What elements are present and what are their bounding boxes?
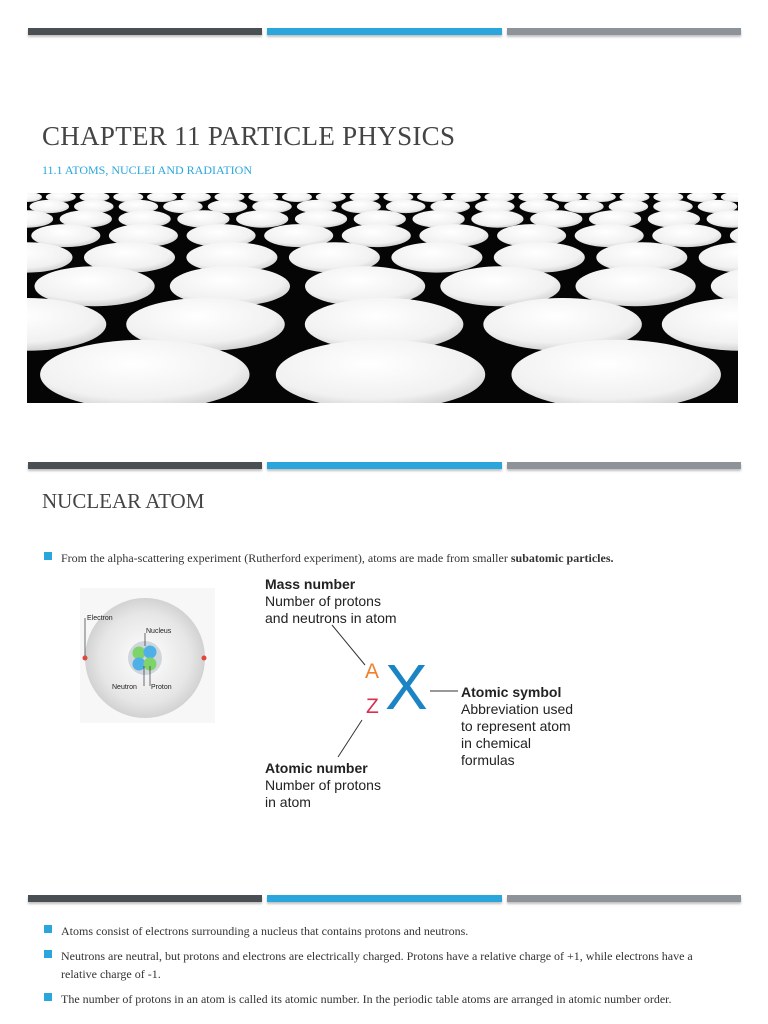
hero-disc (236, 210, 288, 227)
atomic-number-desc-2: in atom (265, 794, 311, 810)
slide-top-bars (28, 28, 741, 36)
bullet-item (44, 922, 724, 940)
mass-number-title: Mass number (265, 576, 356, 592)
mass-number-sup: A (365, 660, 380, 683)
bullet-text: Atoms consist of electrons surrounding a nucleus that contains protons and neutrons. (61, 924, 469, 938)
label-electron: Electron (87, 615, 113, 622)
bar-dark (28, 895, 262, 902)
slide-title: CHAPTER 11 PARTICLE PHYSICS (42, 121, 456, 151)
mass-number-desc-2: and neutrons in atom (265, 610, 397, 626)
bar-gray (507, 28, 741, 35)
slide-divider-bars (28, 462, 741, 470)
bullet-text: Neutrons are neutral, but protons and electrons are electrically charged. Protons have a relative charge of +1, while electrons have a relative charge of -1. (61, 949, 693, 981)
bar-blue (267, 895, 501, 902)
hero-disc (564, 200, 604, 213)
bullet-item (44, 990, 724, 1008)
bar-blue (267, 28, 501, 35)
atomic-symbol-desc-4: formulas (461, 752, 515, 768)
atomic-symbol-desc-2: to represent atom (461, 718, 571, 734)
hero-disc (386, 200, 426, 213)
hero-image (27, 193, 738, 403)
bar-dark (28, 28, 262, 35)
atomic-number-title: Atomic number (265, 760, 368, 776)
bullet-bold-text: subatomic particles. (510, 551, 614, 565)
mass-number-desc-1: Number of protons (265, 593, 381, 609)
slide-divider-bars (28, 895, 741, 903)
bullet-text: The number of protons in an atom is called its atomic number. In the periodic table atoms are arranged in atomic number order. (61, 992, 672, 1006)
bar-dark (28, 462, 262, 469)
bullet-text: From the alpha-scattering experiment (Rutherford experiment), atoms are made from smaller (61, 551, 511, 565)
bar-blue (267, 462, 501, 469)
hero-disc (652, 224, 721, 247)
label-nucleus: Nucleus (146, 628, 172, 635)
hero-disc (391, 242, 482, 272)
atomic-symbol: X (385, 651, 428, 723)
bar-gray (507, 895, 741, 902)
atomic-number-desc-1: Number of protons (265, 777, 381, 793)
label-neutron: Neutron (112, 684, 137, 691)
atomic-symbol-title: Atomic symbol (461, 684, 562, 700)
label-proton: Proton (151, 684, 172, 691)
atomic-symbol-desc-1: Abbreviation used (461, 701, 574, 717)
atomic-symbol-desc-3: in chemical (461, 735, 532, 751)
slide-heading: NUCLEAR ATOM (42, 489, 205, 513)
atom-diagram (80, 588, 215, 723)
bar-gray (507, 462, 741, 469)
atomic-number-sub: Z (366, 695, 379, 718)
bullet-item (44, 947, 724, 983)
hero-disc (471, 210, 523, 227)
atomic-number-label (265, 760, 381, 811)
atomic-symbol-label (461, 684, 573, 769)
bullet-item (44, 549, 724, 567)
slide-subtitle: 11.1 ATOMS, NUCLEI AND RADIATION (42, 163, 253, 177)
